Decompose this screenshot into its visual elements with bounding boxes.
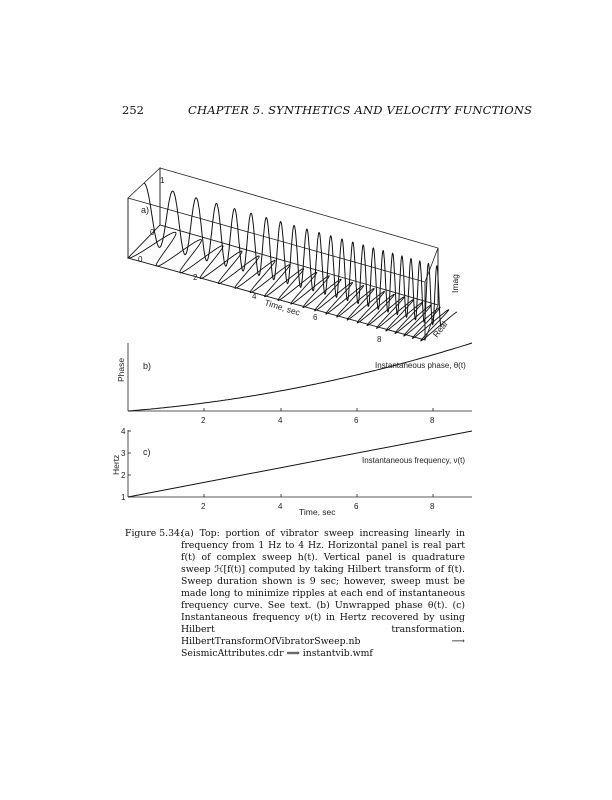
panel-b (128, 343, 472, 411)
panel-a-label: a) (141, 205, 150, 215)
panel-c-xtick-label: 6 (354, 502, 359, 511)
running-head: CHAPTER 5. SYNTHETICS AND VELOCITY FUNCTIONS (188, 103, 533, 117)
time-tick-6: 6 (313, 313, 318, 322)
caption-label: Figure 5.34: (125, 528, 184, 539)
panel-c-ytick-label: 3 (121, 449, 126, 458)
frequency-curve-label: Instantaneous frequency, ν(t) (362, 456, 466, 465)
phase-curve (128, 343, 472, 411)
panel-c-xlabel: Time, sec (299, 507, 336, 517)
panel-b-label: b) (143, 361, 152, 371)
time-tick-8: 8 (377, 335, 382, 344)
z-tick-0: 0 (150, 228, 155, 237)
panel-b-xtick-label: 4 (278, 416, 283, 425)
panel-b-ylabel: Phase (116, 357, 126, 382)
z-tick-1: 1 (160, 176, 165, 185)
panel-c-ytick-label: 1 (121, 493, 126, 502)
panel-b-xtick-label: 2 (201, 416, 206, 425)
caption-body: (a) Top: portion of vibrator sweep increasing linearly in frequency from 1 Hz to 4 Hz. Horizontal panel is real part f(t) of complex sweep h(t). Vertical panel is quadrature sweep ℋ[f(t)] computed by taking Hilbert transform of f(t). Sweep duration shown is 9 sec; however, sweep must be made long to minimize ripples at each end of instantaneous frequency curve. See text. (b) Unwrapped phase θ(t). (c) Instantaneous frequency ν(t) in Hertz recovered by using Hilbert transformation. HilbertTransformOfVibratorSweep.nb ⟶ SeismicAttributes.cdr ⟹ instantvib.wmf (181, 528, 465, 659)
imag-axis-label: Imag (450, 274, 460, 293)
panel-c-ytick-label: 2 (121, 471, 126, 480)
panel-c-xtick-label: 2 (201, 502, 206, 511)
time-tick-2: 2 (193, 273, 198, 282)
panel-c-xtick-label: 4 (278, 502, 283, 511)
page-number: 252 (122, 103, 144, 117)
phase-curve-label: Instantaneous phase, θ(t) (375, 361, 466, 370)
panel-c-xtick-label: 8 (430, 502, 435, 511)
time-tick-4: 4 (252, 292, 257, 301)
panel-c-label: c) (143, 447, 151, 457)
panel-b-xtick-label: 8 (430, 416, 435, 425)
time-axis-label: Time, sec (263, 297, 302, 318)
time-tick-0: 0 (138, 255, 143, 264)
real-axis-label: Real (430, 319, 450, 340)
panel-c-ytick-label: 4 (121, 427, 126, 436)
panel-b-xtick-label: 6 (354, 416, 359, 425)
panel-c-ylabel: Hertz (111, 454, 121, 475)
